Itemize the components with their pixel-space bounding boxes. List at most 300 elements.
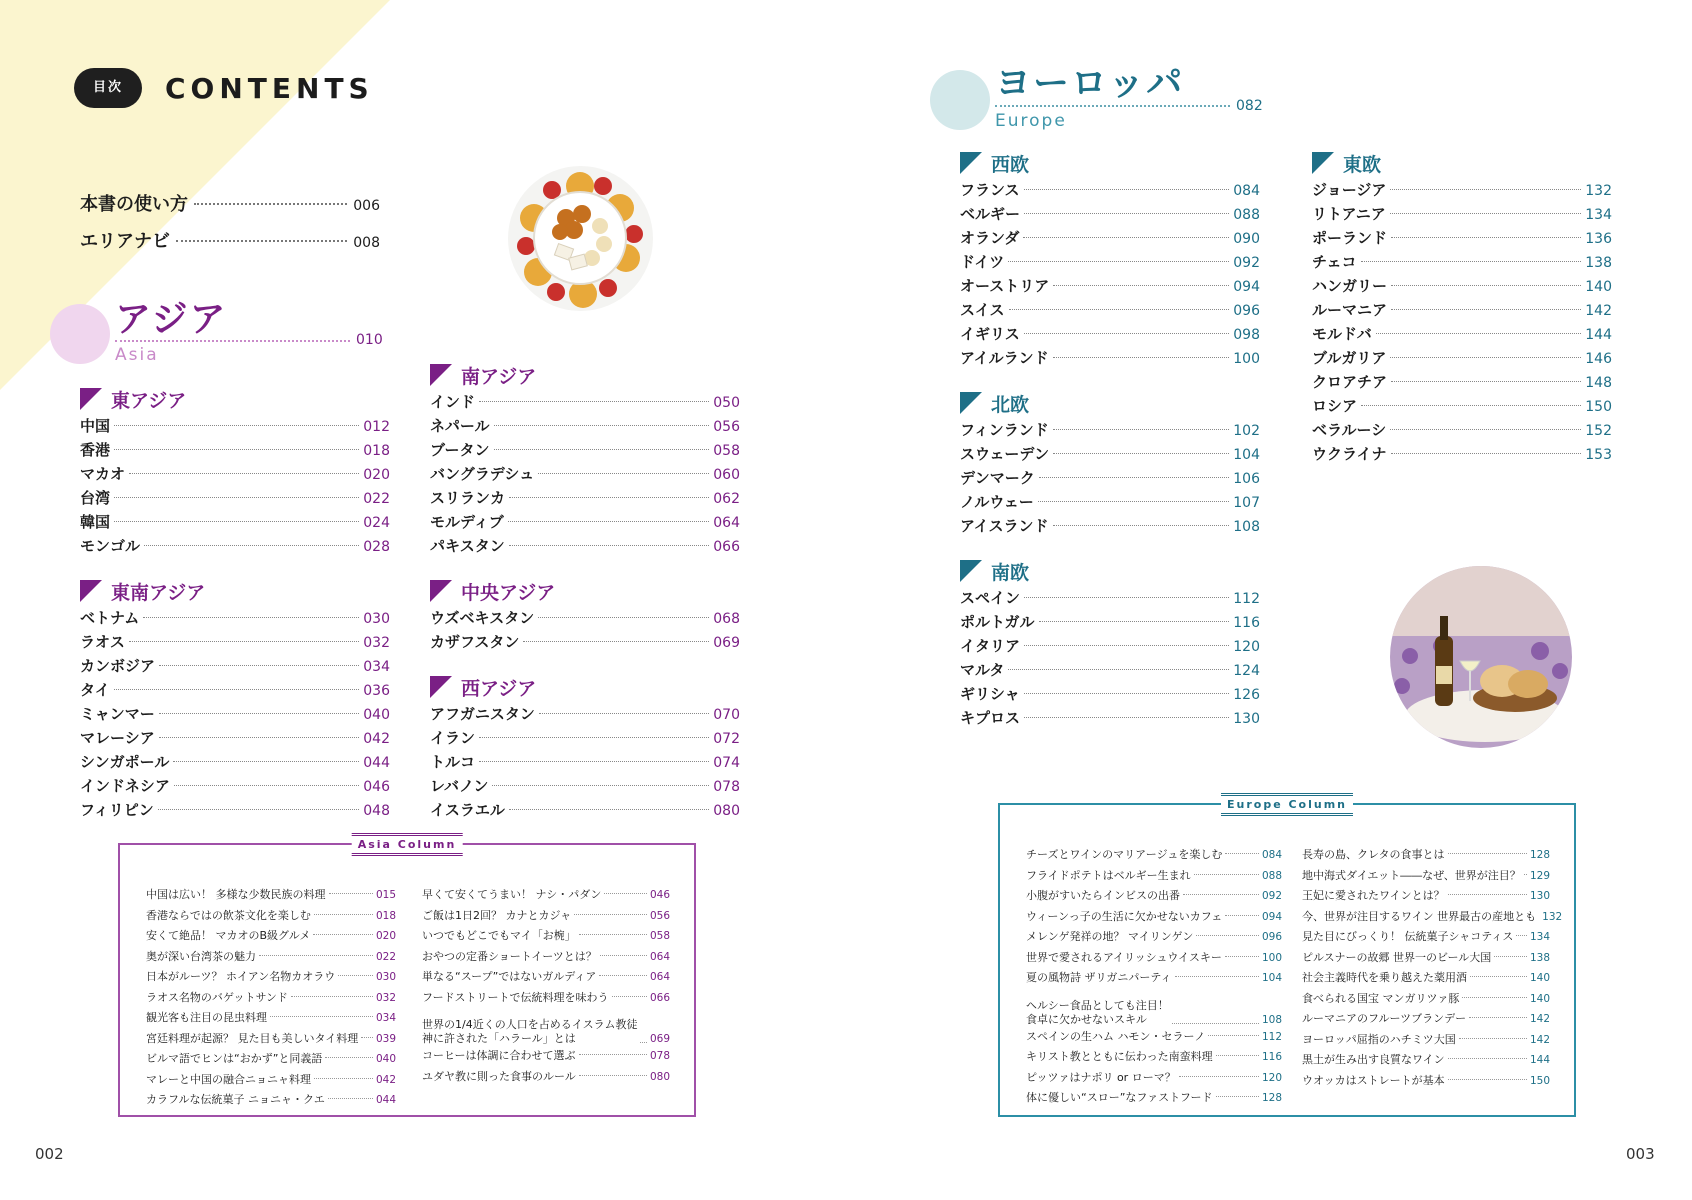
dot-leader	[1361, 405, 1581, 406]
dot-leader	[1376, 333, 1582, 334]
toc-entry[interactable]	[960, 298, 1260, 322]
column-entry-title: 世界で愛されるアイリッシュウイスキー	[1026, 950, 1222, 964]
column-entry[interactable]	[146, 947, 396, 968]
toc-entry[interactable]	[430, 438, 740, 462]
toc-entry[interactable]	[1312, 250, 1612, 274]
toc-entry[interactable]	[80, 678, 390, 702]
dot-leader	[479, 737, 709, 738]
toc-entry-name: アフガニスタン	[430, 705, 535, 723]
toc-entry[interactable]	[960, 250, 1260, 274]
column-entry-page: 018	[375, 909, 396, 922]
toc-entry-name: ノルウェー	[960, 493, 1034, 511]
column-entry-title: ラオス名物のバゲットサンド	[146, 990, 288, 1004]
toc-entry-page: 006	[353, 198, 380, 214]
dot-leader	[1361, 261, 1582, 262]
column-entry[interactable]	[422, 988, 670, 1009]
column-entry[interactable]	[1026, 989, 1282, 1027]
toc-entry[interactable]	[80, 654, 390, 678]
dot-leader	[114, 689, 360, 690]
toc-entry-name: キプロス	[960, 709, 1021, 727]
column-entry-title: 世界の1/4近くの人口を占めるイスラム教徒 神に許された「ハラール」とは	[422, 1018, 638, 1045]
section-triangle-marker	[430, 676, 452, 698]
column-entry-page: 138	[1529, 951, 1550, 964]
toc-entry-name: カザフスタン	[430, 633, 520, 651]
column-entry[interactable]	[1302, 845, 1550, 866]
toc-entry[interactable]	[1312, 418, 1612, 442]
section-triangle-marker	[1312, 152, 1334, 174]
toc-entry[interactable]	[80, 486, 390, 510]
toc-entry[interactable]	[430, 798, 740, 822]
column-entry[interactable]	[1302, 886, 1550, 907]
dot-leader	[1390, 189, 1581, 190]
page-number-right: 003	[1626, 1145, 1655, 1163]
toc-entry-name: ミャンマー	[80, 705, 155, 723]
toc-entry-page: 152	[1585, 423, 1612, 439]
toc-entry-page: 064	[713, 515, 740, 531]
toc-entry[interactable]	[80, 510, 390, 534]
column-entry-title: ルーマニアのフルーツブランデー	[1302, 1012, 1467, 1025]
column-entry[interactable]	[1026, 948, 1282, 969]
toc-entry-name: 台湾	[80, 489, 111, 507]
dot-leader	[1196, 935, 1259, 936]
column-entry-page: 094	[1261, 910, 1282, 923]
column-entry[interactable]	[1026, 1068, 1282, 1089]
dot-leader	[509, 545, 710, 546]
toc-entry[interactable]	[960, 682, 1260, 706]
dot-leader	[1516, 935, 1527, 936]
column-entry-title: ウオッカはストレートが基本	[1302, 1073, 1445, 1087]
asia-region-subtitle: Asia	[115, 345, 159, 365]
dot-leader	[159, 713, 360, 714]
column-entry[interactable]	[1302, 1050, 1550, 1071]
toc-entry-name: イタリア	[960, 637, 1021, 655]
column-entry-page: 032	[375, 991, 396, 1004]
toc-entry-name: シンガポール	[80, 753, 170, 771]
dot-leader	[1208, 1035, 1259, 1036]
toc-entry[interactable]	[960, 514, 1260, 538]
dot-leader	[1175, 976, 1259, 977]
column-entry[interactable]	[146, 1070, 396, 1091]
asia-section	[430, 674, 740, 822]
column-entry-title: おやつの定番ショートイーツとは？	[422, 949, 597, 963]
dot-leader	[1179, 1076, 1259, 1077]
dot-leader	[1216, 1096, 1259, 1097]
column-entry-title: 体に優しい“スロー”なファストフード	[1026, 1091, 1213, 1104]
dot-leader	[1225, 915, 1259, 916]
section-triangle-marker	[430, 364, 452, 386]
column-entry[interactable]	[1302, 968, 1550, 989]
europe-section-heading	[960, 150, 1260, 176]
column-entry-page: 134	[1529, 931, 1550, 943]
toc-entry-name: ドイツ	[960, 253, 1005, 271]
toc-entry-name: デンマーク	[960, 469, 1035, 487]
column-entry-title: 黒土が生み出す良質なワイン	[1302, 1053, 1445, 1066]
page-title: CONTENTS	[165, 72, 374, 105]
column-entry[interactable]	[146, 926, 396, 947]
column-entry-page: 046	[649, 889, 670, 901]
toc-entry-page: 080	[713, 803, 740, 819]
toc-entry-name: イギリス	[960, 325, 1020, 343]
toc-entry-page: 132	[1585, 183, 1612, 199]
toc-entry-name: ベルギー	[960, 205, 1021, 223]
toc-entry[interactable]	[960, 490, 1260, 514]
dot-leader	[1024, 717, 1229, 718]
toc-entry-name: タイ	[80, 681, 110, 699]
toc-entry[interactable]	[430, 702, 740, 726]
dot-leader	[1008, 669, 1229, 670]
dot-leader	[114, 425, 359, 426]
toc-entry[interactable]	[430, 630, 740, 654]
column-entry-page: 116	[1261, 1051, 1282, 1063]
toc-entry[interactable]	[430, 486, 740, 510]
column-entry[interactable]	[1026, 1027, 1282, 1048]
dot-leader	[270, 1016, 373, 1017]
dot-leader	[338, 975, 373, 976]
column-entry-page: 034	[375, 1012, 396, 1024]
toc-entry[interactable]	[1312, 202, 1612, 226]
toc-entry[interactable]	[960, 658, 1260, 682]
toc-entry-name: スリランカ	[430, 489, 506, 507]
dot-leader	[1390, 429, 1581, 430]
asia-region-circle	[50, 304, 110, 364]
toc-entry-page: 078	[713, 779, 740, 795]
section-triangle-marker	[960, 152, 982, 174]
toc-entry-page: 058	[713, 443, 740, 459]
toc-entry-name: フィリピン	[80, 801, 154, 819]
dot-leader	[579, 934, 647, 935]
dot-leader	[114, 521, 359, 522]
europe-section	[960, 150, 1260, 370]
toc-entry-page: 096	[1233, 303, 1260, 319]
column-entry[interactable]	[1026, 968, 1282, 989]
toc-entry[interactable]	[960, 346, 1260, 370]
toc-entry-how-to-use[interactable]	[80, 192, 380, 219]
column-entry[interactable]	[1302, 866, 1550, 887]
toc-entry[interactable]	[80, 414, 390, 438]
dot-leader	[1024, 213, 1229, 214]
toc-entry[interactable]	[430, 534, 740, 558]
section-title: 東欧	[1343, 153, 1382, 176]
dot-leader	[1390, 357, 1581, 358]
toc-entry[interactable]	[960, 586, 1260, 610]
toc-entry[interactable]	[430, 390, 740, 414]
toc-entry[interactable]	[960, 226, 1260, 250]
toc-entry-page: 088	[1233, 207, 1260, 223]
column-entry[interactable]	[146, 988, 396, 1009]
column-entry[interactable]	[1302, 907, 1563, 928]
asia-region-leader	[115, 340, 350, 342]
wine-bread-illustration	[1390, 566, 1572, 748]
wine-bread-lavender-photo	[1390, 566, 1572, 748]
column-entry[interactable]	[1302, 948, 1550, 969]
asia-section-heading	[80, 386, 390, 412]
column-entry-title: 日本がルーツ？ ホイアン名物カオラウ	[146, 970, 336, 983]
toc-entry[interactable]	[1312, 442, 1612, 466]
toc-entry-page: 008	[353, 235, 380, 251]
column-entry-page: 128	[1529, 849, 1550, 861]
dot-leader	[1391, 309, 1581, 310]
toc-entry[interactable]	[80, 534, 390, 558]
toc-entry[interactable]	[960, 178, 1260, 202]
toc-entry-name: インド	[430, 393, 476, 411]
europe-region-circle	[930, 70, 990, 130]
dot-leader	[314, 914, 373, 915]
toc-entry[interactable]	[1312, 298, 1612, 322]
toc-entry-name: イスラエル	[430, 801, 505, 819]
toc-entry-name: 香港	[80, 441, 111, 459]
dot-leader	[1462, 997, 1527, 998]
toc-entry-name: ネパール	[430, 417, 490, 435]
dot-leader	[479, 401, 709, 402]
dot-leader	[1023, 237, 1229, 238]
dot-leader	[494, 449, 710, 450]
toc-entry[interactable]	[960, 610, 1260, 634]
dot-leader	[1391, 285, 1581, 286]
column-entry[interactable]	[1026, 1088, 1282, 1109]
section-title: 東アジア	[111, 389, 187, 412]
dot-leader	[259, 955, 373, 956]
dot-leader	[1216, 1055, 1259, 1056]
dot-leader	[1053, 285, 1229, 286]
dot-leader	[1390, 213, 1581, 214]
toc-entry-label: 本書の使い方	[80, 194, 188, 215]
toc-entry[interactable]	[1312, 226, 1612, 250]
toc-entry-page: 090	[1233, 231, 1260, 247]
toc-entry-name: レバノン	[430, 777, 489, 795]
toc-entry-page: 020	[363, 467, 390, 483]
toc-entry[interactable]	[1312, 178, 1612, 202]
column-entry[interactable]	[1026, 927, 1282, 948]
toc-entry-page: 040	[363, 707, 390, 723]
column-entry[interactable]	[422, 967, 670, 988]
dot-leader	[1024, 189, 1230, 190]
column-entry-page: 130	[1529, 890, 1550, 902]
dot-leader	[1024, 333, 1230, 334]
dot-leader	[599, 975, 647, 976]
column-entry-page: 066	[649, 991, 670, 1004]
toc-entry-name: マレーシア	[80, 729, 155, 747]
column-entry-page: 128	[1261, 1092, 1282, 1104]
dot-leader	[538, 473, 709, 474]
toc-entry-page: 092	[1233, 255, 1260, 271]
toc-entry[interactable]	[430, 414, 740, 438]
toc-entry[interactable]	[80, 630, 390, 654]
europe-section-heading	[1312, 150, 1612, 176]
toc-entry[interactable]	[1312, 274, 1612, 298]
column-entry-page: 129	[1529, 869, 1550, 882]
column-entry[interactable]	[1302, 989, 1550, 1010]
asia-section-heading	[430, 362, 740, 388]
section-title: 南アジア	[461, 365, 537, 388]
toc-entry[interactable]	[80, 438, 390, 462]
europe-section	[960, 558, 1260, 730]
dot-leader	[114, 449, 359, 450]
toc-entry[interactable]	[80, 774, 390, 798]
column-entry-page: 064	[649, 971, 670, 983]
toc-entry[interactable]	[430, 750, 740, 774]
column-entry-title: 長寿の島、クレタの食事とは	[1302, 848, 1445, 861]
toc-entry-name: ベラルーシ	[1312, 421, 1387, 439]
column-entry[interactable]	[146, 906, 396, 927]
column-entry[interactable]	[1302, 1009, 1550, 1030]
dot-leader	[1469, 1017, 1527, 1018]
asia-column-title: Asia Column	[352, 833, 463, 856]
toc-entry-page: 104	[1233, 447, 1260, 463]
column-entry[interactable]	[146, 967, 396, 988]
toc-entry[interactable]	[1312, 370, 1612, 394]
toc-entry-page: 050	[713, 395, 740, 411]
column-entry[interactable]	[146, 885, 396, 906]
europe-region-leader	[995, 105, 1230, 107]
section-title: 中央アジア	[461, 581, 556, 604]
toc-entry-page: 112	[1233, 591, 1260, 607]
toc-entry[interactable]	[960, 442, 1260, 466]
toc-entry[interactable]	[960, 322, 1260, 346]
column-entry[interactable]	[146, 1090, 396, 1111]
section-title: 南欧	[991, 561, 1030, 584]
toc-entry-page: 144	[1585, 327, 1612, 343]
column-entry[interactable]	[146, 1029, 396, 1050]
toc-entry-name: パキスタン	[430, 537, 505, 555]
column-entry-title: 見た目にびっくり！ 伝統菓子シャコティス	[1302, 930, 1514, 943]
toc-entry[interactable]	[430, 726, 740, 750]
toc-entry-page: 069	[713, 635, 740, 651]
column-entry-page: 020	[375, 930, 396, 942]
column-entry[interactable]	[422, 906, 670, 927]
toc-entry-name: ブルガリア	[1312, 349, 1387, 367]
column-entry[interactable]	[1026, 866, 1282, 887]
column-entry-page: 039	[375, 1032, 396, 1045]
toc-entry-name: ジョージア	[1312, 181, 1387, 199]
dot-leader	[1053, 429, 1229, 430]
toc-entry-page: 138	[1585, 255, 1612, 271]
column-entry-page: 080	[649, 1070, 670, 1083]
section-title: 西アジア	[461, 677, 537, 700]
toc-entry[interactable]	[430, 606, 740, 630]
dot-leader	[1225, 853, 1259, 854]
toc-entry[interactable]	[960, 202, 1260, 226]
column-entry[interactable]	[1026, 845, 1282, 866]
toc-entry-page: 098	[1233, 327, 1260, 343]
toc-entry-page: 107	[1233, 495, 1260, 511]
column-entry[interactable]	[422, 926, 670, 947]
dot-leader	[1039, 477, 1230, 478]
section-triangle-marker	[960, 560, 982, 582]
column-entry-page: 140	[1529, 972, 1550, 984]
toc-entry-page: 124	[1233, 663, 1260, 679]
toc-entry[interactable]	[960, 274, 1260, 298]
column-entry-page: 022	[375, 950, 396, 963]
toc-entry-page: 030	[363, 611, 390, 627]
toc-entry-page: 108	[1233, 519, 1260, 535]
europe-region-page: 082	[1236, 98, 1263, 114]
dot-leader	[640, 1042, 646, 1043]
column-entry-page: 096	[1261, 931, 1282, 943]
toc-entry[interactable]	[960, 706, 1260, 730]
column-entry-title: ご飯は1日2回？ カナとカジャ	[422, 908, 572, 922]
toc-entry-name: ルーマニア	[1312, 301, 1388, 319]
column-entry-page: 064	[649, 950, 670, 963]
column-entry[interactable]	[422, 1067, 670, 1088]
toc-entry[interactable]	[960, 634, 1260, 658]
dot-leader	[1024, 645, 1229, 646]
toc-entry[interactable]	[960, 418, 1260, 442]
toc-entry-page: 022	[363, 491, 390, 507]
dot-leader	[159, 737, 360, 738]
toc-entry[interactable]	[430, 510, 740, 534]
dot-leader	[291, 996, 373, 997]
toc-entry-page: 136	[1585, 231, 1612, 247]
column-entry-page: 056	[649, 909, 670, 922]
column-entry-page: 150	[1529, 1074, 1550, 1087]
dot-leader	[538, 617, 709, 618]
toc-entry-page: 153	[1585, 447, 1612, 463]
column-entry-page: 042	[375, 1073, 396, 1086]
toc-entry-name: ウズベキスタン	[430, 609, 535, 627]
toc-entry[interactable]	[80, 726, 390, 750]
column-entry-title: ヘルシー食品としても注目！ 食卓に欠かせないスキル	[1026, 998, 1169, 1026]
toc-entry-area-navi[interactable]	[80, 229, 380, 256]
column-entry[interactable]	[1302, 1071, 1550, 1092]
column-entry[interactable]	[146, 1049, 396, 1070]
column-entry-page: 142	[1529, 1013, 1550, 1025]
column-entry[interactable]	[1026, 886, 1282, 907]
toc-entry-name: ロシア	[1312, 397, 1358, 415]
toc-entry-name: ラオス	[80, 633, 125, 651]
dot-leader	[1448, 853, 1527, 854]
column-entry[interactable]	[1026, 907, 1282, 928]
sweets-plate-illustration	[508, 166, 653, 311]
dot-leader	[1053, 525, 1230, 526]
column-entry[interactable]	[422, 885, 670, 906]
toc-entry[interactable]	[1312, 394, 1612, 418]
column-entry[interactable]	[146, 1008, 396, 1029]
toc-entry[interactable]	[80, 798, 390, 822]
column-entry-title: 早くて安くてうまい！ ナシ・パダン	[422, 888, 602, 901]
column-entry[interactable]	[422, 947, 670, 968]
toc-entry-name: モルディブ	[430, 513, 504, 531]
toc-entry[interactable]	[80, 702, 390, 726]
toc-entry[interactable]	[80, 750, 390, 774]
dot-leader	[494, 425, 710, 426]
dot-leader	[176, 240, 347, 242]
dot-leader	[328, 1098, 373, 1099]
section-title: 東南アジア	[111, 581, 206, 604]
toc-entry[interactable]	[1312, 322, 1612, 346]
dot-leader	[194, 203, 347, 205]
column-entry[interactable]	[422, 1008, 670, 1046]
toc-entry[interactable]	[80, 606, 390, 630]
toc-badge: 目次	[74, 68, 142, 108]
toc-entry-name: スウェーデン	[960, 445, 1050, 463]
toc-entry[interactable]	[80, 462, 390, 486]
toc-entry-page: 106	[1233, 471, 1260, 487]
column-entry[interactable]	[422, 1046, 670, 1067]
column-entry-title: コーヒーは体調に合わせて選ぶ	[422, 1049, 576, 1062]
column-entry[interactable]	[1302, 927, 1550, 948]
europe-column-title: Europe Column	[1221, 793, 1353, 816]
toc-entry[interactable]	[430, 774, 740, 798]
dot-leader	[143, 617, 359, 618]
column-entry[interactable]	[1026, 1047, 1282, 1068]
dot-leader	[1225, 956, 1259, 957]
toc-entry[interactable]	[1312, 346, 1612, 370]
toc-entry[interactable]	[430, 462, 740, 486]
toc-entry-page: 102	[1233, 423, 1260, 439]
toc-entry-page: 062	[713, 491, 740, 507]
column-entry[interactable]	[1302, 1030, 1550, 1051]
toc-entry[interactable]	[960, 466, 1260, 490]
